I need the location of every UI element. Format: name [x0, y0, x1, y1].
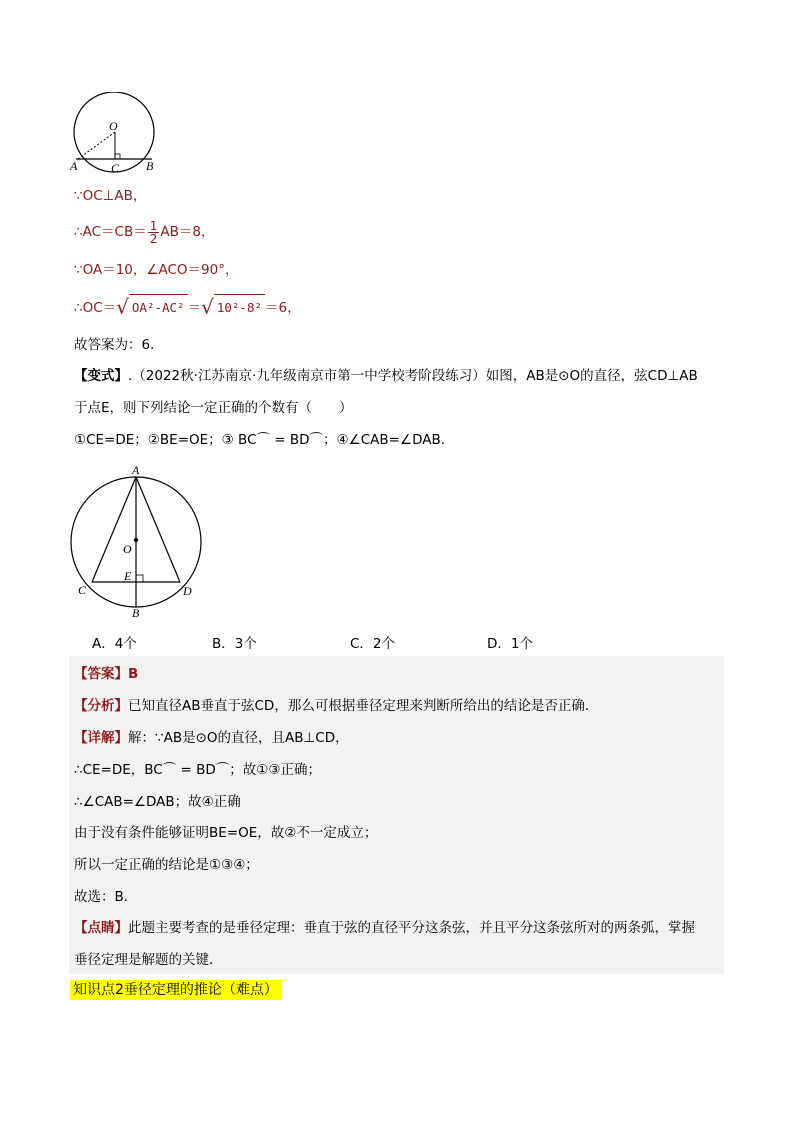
sqrt-expression-2: 10²-8² [214, 294, 265, 321]
detail-line-4: 由于没有条件能够证明BE=OE，故②不一定成立； [74, 825, 378, 841]
answer-tag: 【答案】 [74, 666, 128, 682]
detail-line-3: ∴∠CAB=∠DAB；故④正确 [74, 794, 241, 810]
solution-line-4-pre: ∴OC＝ [74, 300, 117, 316]
answer-line [74, 664, 138, 684]
option-b: B．3个 [212, 636, 257, 652]
label-b-2: B [132, 606, 140, 620]
label-c-2: C [78, 583, 87, 597]
right-angle-mark-1 [115, 154, 120, 159]
fraction-denominator: 2 [149, 231, 158, 246]
detail-line-5: 所以一定正确的结论是①③④； [74, 857, 259, 873]
label-a-1: A [70, 159, 78, 173]
figure-circle-chord [66, 92, 166, 178]
detail-line-1 [74, 728, 349, 748]
comment-tag: 【点睛】 [74, 920, 128, 936]
analysis-text: 已知直径AB垂直于弦CD，那么可根据垂径定理来判断所给出的结论是否正确． [128, 698, 599, 714]
solution-line-3: ∵OA＝10，∠ACO＝90°， [74, 262, 239, 278]
comment-line-2: 垂径定理是解题的关键． [74, 952, 223, 968]
comment-text-1: 此题主要考查的是垂径定理：垂直于弦的直径平分这条弦，并且平分这条弦所对的两条弧，掌握 [128, 920, 695, 936]
label-o-2: O [123, 542, 132, 556]
detail-tag: 【详解】 [74, 730, 128, 746]
label-d-2: D [183, 584, 192, 598]
radical-sign-1: √ [116, 295, 129, 319]
detail-text: 解：∵AB是⊙O的直径，且AB⊥CD， [128, 730, 349, 746]
comment-line-1 [74, 918, 695, 938]
question-line-1 [74, 366, 698, 386]
solution-line-2 [74, 218, 214, 246]
label-o-1: O [109, 119, 118, 133]
solution-line-4-post: ＝6， [265, 300, 301, 316]
solution-line-2-post: AB＝8， [160, 224, 215, 240]
solution-line-4 [74, 294, 301, 320]
solution-line-2-pre: ∴AC＝CB＝ [74, 224, 147, 240]
segment-oa-dashed [78, 132, 115, 159]
analysis-tag: 【分析】 [74, 698, 128, 714]
question-source: .（2022秋·江苏南京·九年级南京市第一中学校考阶段练习） [128, 368, 486, 384]
option-c: C．2个 [350, 636, 396, 652]
solution-line-4-mid: ＝ [187, 300, 202, 316]
detail-line-6: 故选：B． [74, 889, 138, 905]
fraction-numerator: 1 [149, 218, 158, 233]
analysis-line [74, 696, 598, 716]
option-a: A．4个 [92, 636, 137, 652]
question-line-2: 于点E，则下列结论一定正确的个数有（ ） [74, 400, 353, 416]
radical-sign-2: √ [201, 295, 214, 319]
label-c-1: C [111, 161, 120, 175]
solution-line-1: ∵OC⊥AB， [74, 188, 147, 204]
section-heading: 知识点2垂径定理的推论（难点） [70, 980, 281, 1000]
sqrt-expression-1: OA²-AC² [129, 294, 188, 321]
label-b-1: B [146, 159, 154, 173]
option-d: D．1个 [487, 636, 533, 652]
question-text-1: 如图，AB是⊙O的直径，弦CD⊥AB [485, 368, 698, 384]
figure-circle-diameter [66, 460, 216, 620]
segment-ad [136, 477, 180, 582]
answer-statement-1: 故答案为：6． [74, 337, 164, 353]
center-dot [134, 538, 138, 542]
right-angle-mark-2 [136, 575, 143, 582]
detail-line-2: ∴CE=DE，BC⌒ = BD⌒；故①③正确； [74, 762, 321, 778]
segment-ac [92, 477, 136, 582]
question-statements: ①CE=DE；②BE=OE；③ BC⌒ = BD⌒；④∠CAB=∠DAB． [74, 432, 455, 448]
answer-value: B [128, 666, 139, 682]
fraction-half [148, 220, 160, 245]
label-e-2: E [124, 569, 132, 583]
label-a-2: A [132, 463, 140, 477]
question-tag: 【变式】 [74, 368, 128, 384]
